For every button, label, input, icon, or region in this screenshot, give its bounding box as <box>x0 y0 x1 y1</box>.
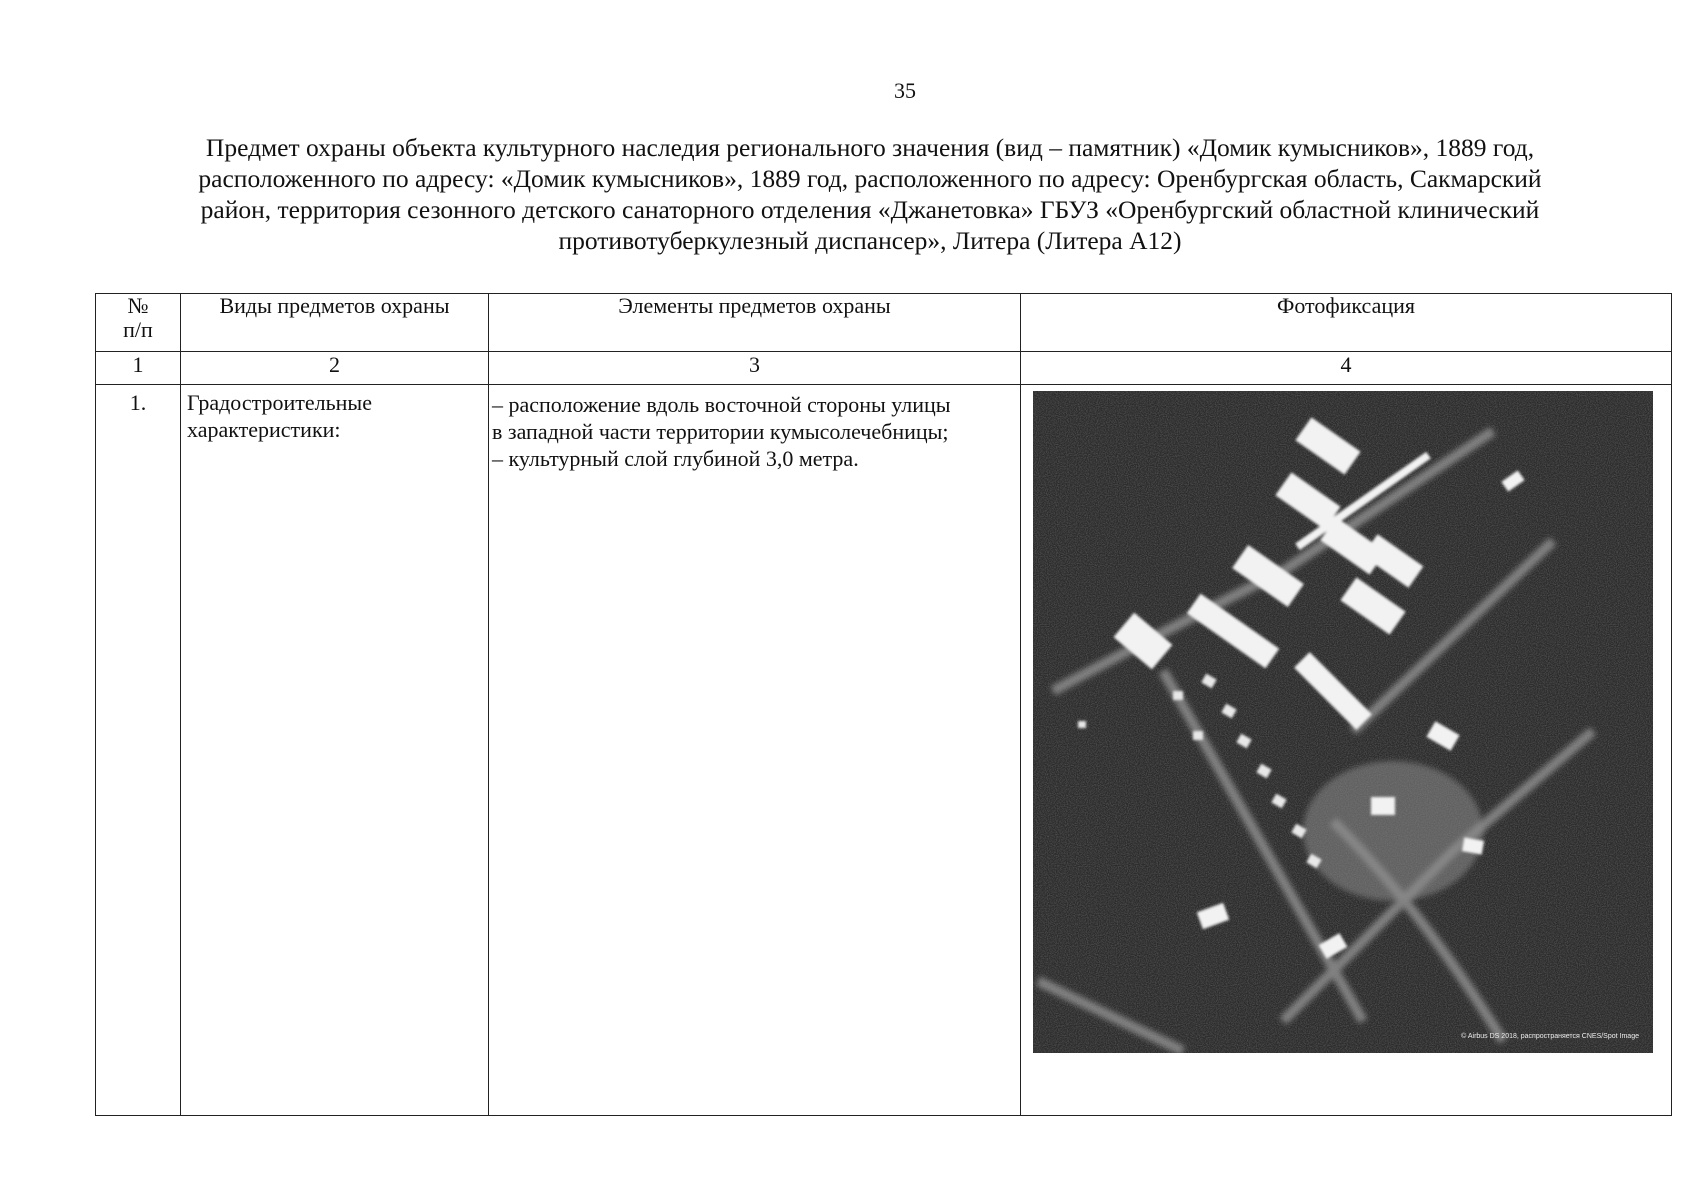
photo-credit: © Airbus DS 2018, распространяется CNES/Spot Image <box>1461 1033 1639 1040</box>
title-line: Предмет охраны объекта культурного наследия регионального значения (вид – памятник) «Домик кумысников», 1889 год, <box>205 133 1535 162</box>
element-line: – расположение вдоль восточной стороны улицы <box>492 392 951 417</box>
header-kinds: Виды предметов охраны <box>181 294 489 352</box>
page-number: 35 <box>894 78 916 103</box>
protection-table <box>95 293 1672 1116</box>
column-number: 4 <box>1021 352 1672 385</box>
table-row <box>96 385 1672 1116</box>
document-title <box>100 132 1640 256</box>
column-number: 3 <box>489 352 1021 385</box>
column-number: 1 <box>96 352 181 385</box>
column-number: 2 <box>181 352 489 385</box>
element-line: – культурный слой глубиной 3,0 метра. <box>492 446 859 471</box>
title-line: расположенного по адресу: «Домик кумысников», 1889 год, расположенного по адресу: Оренбургская область, Сакмарский <box>198 164 1542 193</box>
header-row <box>96 294 1672 352</box>
header-num: № п/п <box>96 294 181 352</box>
row-number: 1. <box>96 385 181 1116</box>
aerial-photo <box>1033 391 1653 1053</box>
column-numbers-row <box>96 352 1672 385</box>
row-kind: Градостроительные характеристики: <box>181 385 489 1116</box>
title-line: противотуберкулезный диспансер», Литера (Литера А12) <box>558 226 1182 255</box>
element-line: в западной части территории кумысолечебницы; <box>492 419 949 444</box>
row-elements <box>489 385 1021 1116</box>
header-photo: Фотофиксация <box>1021 294 1672 352</box>
title-line: район, территория сезонного детского санаторного отделения «Джанетовка» ГБУЗ «Оренбургский областной клинический <box>200 195 1540 224</box>
row-photo <box>1021 385 1672 1116</box>
header-elements: Элементы предметов охраны <box>489 294 1021 352</box>
